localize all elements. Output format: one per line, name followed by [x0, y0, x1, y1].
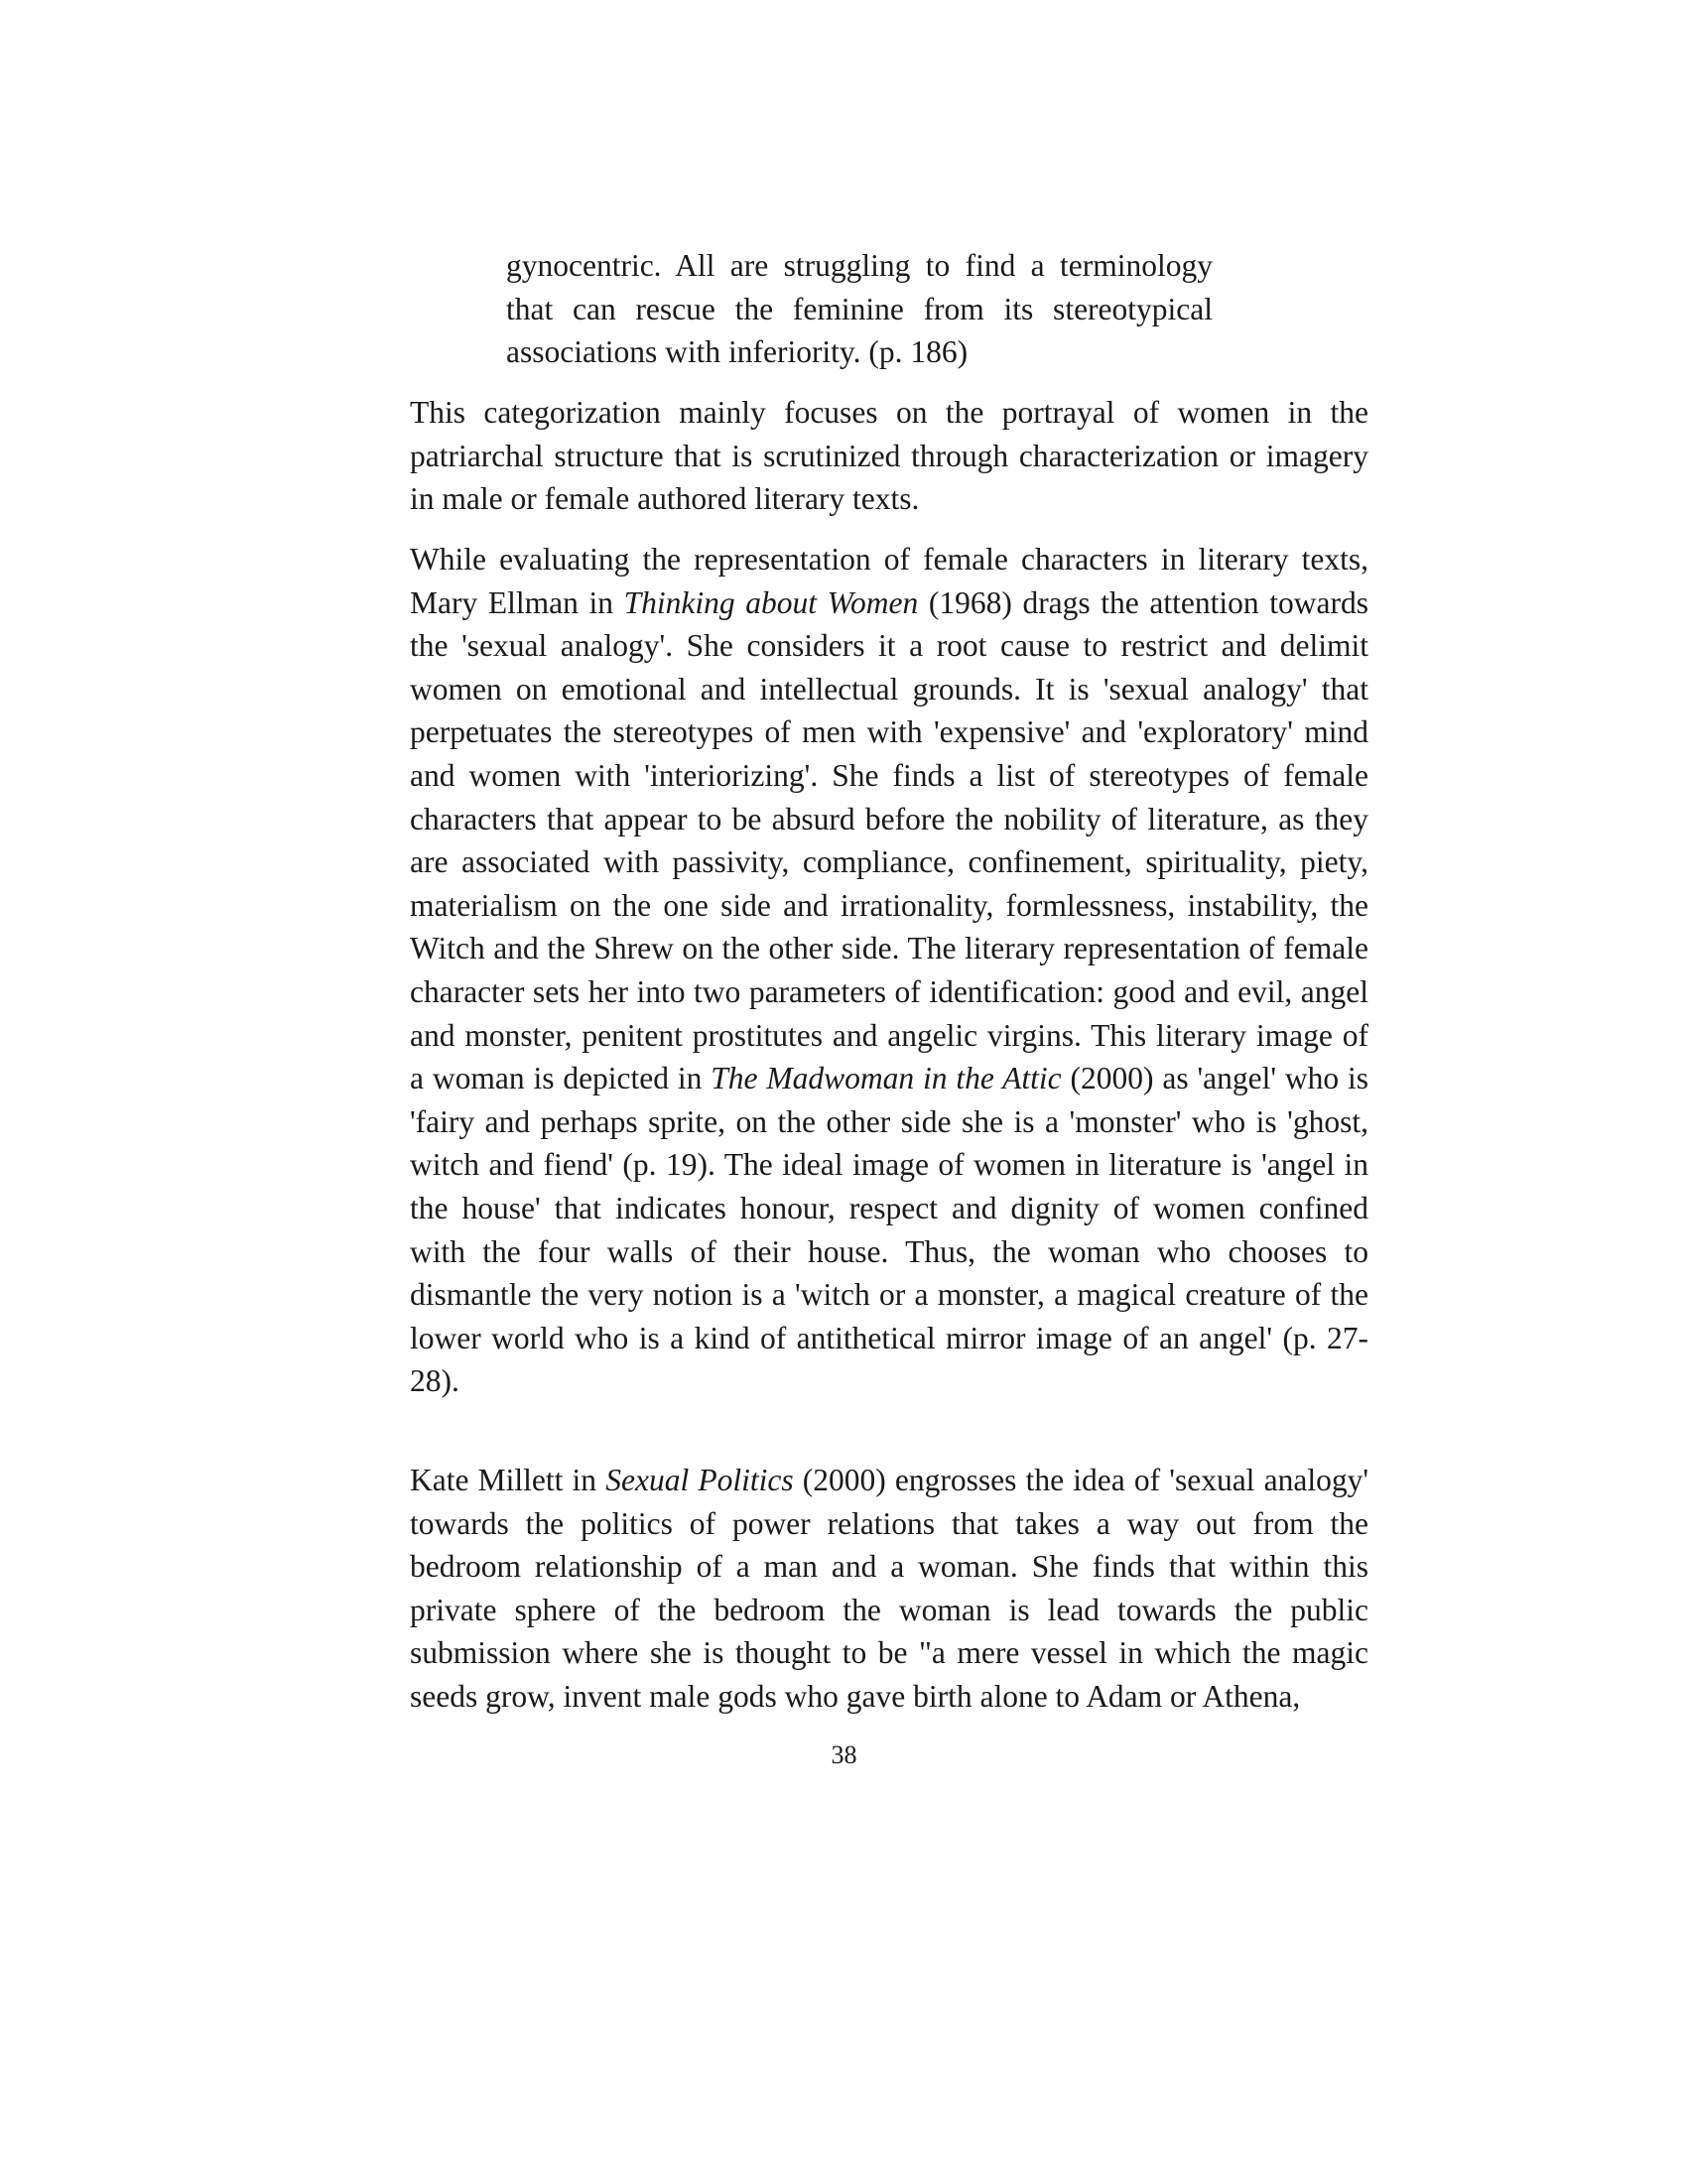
paragraph-text: While evaluating the representation of female characters in literary texts, Mary Ellman in [410, 542, 1368, 620]
page-number: 38 [831, 1740, 857, 1769]
paragraph-text: This categorization mainly focuses on the portrayal of women in the patriarchal structure that is scrutinized through characterization or imagery in male or female authored literary texts. [410, 395, 1368, 517]
paragraph-millett [410, 1459, 1368, 1719]
paragraph-text: (2000) as 'angel' who is 'fairy and perhaps sprite, on the other side she is a 'monster' who is 'ghost, witch and fiend' (p. 19). The ideal image of women in literature is 'angel in the house' that indicates honour, respect and dignity of women confined with the four walls of their house. Thus, the woman who chooses to dismantle the very notion is a 'witch or a monster, a magical creature of the lower world who is a kind of antithetical mirror image of an angel' (p. 27-28). [410, 1061, 1368, 1399]
paragraph-text: Kate Millett in [410, 1463, 606, 1497]
paragraph-ellman [410, 538, 1368, 1403]
paragraph-text: (1968) drags the attention towards the 'sexual analogy'. She considers it a root cause to restrict and delimit women on emotional and intellectual grounds. It is 'sexual analogy' that perpetuates the stereotypes of men with 'expensive' and 'exploratory' mind and women with 'interiorizing'. She finds a list of stereotypes of female characters that appear to be absurd before the nobility of literature, as they are associated with passivity, compliance, confinement, spirituality, piety, materialism on the one side and irrationality, formlessness, instability, the Witch and the Shrew on the other side. The literary representation of female character sets her into two parameters of identification: good and evil, angel and monster, penitent prostitutes and angelic virgins. This literary image of a woman is depicted in [410, 584, 1368, 1096]
book-title-thinking-about-women: Thinking about Women [623, 584, 919, 620]
block-quote [506, 244, 1213, 374]
book-title-madwoman-in-the-attic: The Madwoman in the Attic [711, 1061, 1062, 1096]
paragraph-categorization [410, 391, 1368, 521]
paragraph-text: (2000) engrosses the idea of 'sexual analogy' towards the politics of power relations that takes a way out from the bedroom relationship of a man and a woman. She finds that within this private sphere of the bedroom the woman is lead towards the public submission where she is thought to be "a mere vessel in which the magic seeds grow, invent male gods who gave birth alone to Adam or Athena, [410, 1463, 1368, 1714]
block-quote-text: gynocentric. All are struggling to find a terminology that can rescue the feminine from its stereotypical associations with inferiority. (p. 186) [506, 248, 1213, 369]
book-title-sexual-politics: Sexual Politics [605, 1463, 794, 1497]
